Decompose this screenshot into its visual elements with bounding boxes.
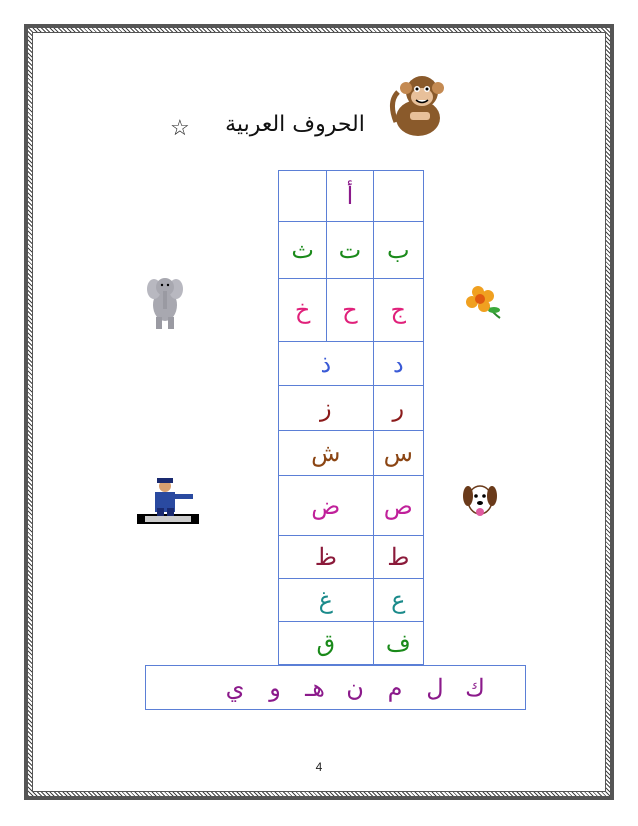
flower-icon [462, 284, 504, 322]
elephant-icon [146, 275, 184, 331]
page-number: 4 [315, 760, 323, 774]
grid-cell: ع [373, 579, 423, 622]
grid-cell: أ [327, 171, 373, 222]
bottom-letter: و [269, 673, 281, 702]
grid-cell: ح [327, 279, 373, 342]
grid-cell: ذ [279, 342, 374, 386]
alphabet-grid [278, 170, 424, 665]
grid-row [279, 476, 424, 536]
grid-row [279, 279, 424, 342]
page-title: الحروف العربية [225, 112, 365, 137]
grid-cell: ظ [279, 536, 374, 579]
grid-cell: س [373, 431, 423, 476]
bottom-letter: ي [225, 673, 245, 702]
grid-cell: ج [373, 279, 423, 342]
grid-cell: غ [279, 579, 374, 622]
grid-row [279, 222, 424, 279]
grid-cell: خ [279, 279, 327, 342]
grid-cell: ب [373, 222, 423, 279]
bottom-letter: ل [426, 673, 444, 702]
monkey-icon [388, 72, 450, 138]
grid-cell: د [373, 342, 423, 386]
bottom-letter: م [387, 673, 403, 702]
grid-row [279, 431, 424, 476]
bottom-letter: ن [346, 673, 364, 702]
grid-cell: ش [279, 431, 374, 476]
grid-row [279, 579, 424, 622]
grid-row [279, 171, 424, 222]
dog-icon [462, 480, 498, 520]
grid-cell: ط [373, 536, 423, 579]
grid-cell: ض [279, 476, 374, 536]
grid-row [279, 342, 424, 386]
grid-cell: ت [327, 222, 373, 279]
grid-cell: ق [279, 622, 374, 665]
grid-cell [279, 171, 327, 222]
grid-row [279, 622, 424, 665]
grid-row [279, 386, 424, 431]
grid-cell: ص [373, 476, 423, 536]
grid-cell: ف [373, 622, 423, 665]
grid-cell: ر [373, 386, 423, 431]
bottom-letter: ك [465, 673, 485, 702]
grid-row [279, 536, 424, 579]
bottom-letter: هـ [305, 673, 325, 702]
grid-cell: ز [279, 386, 374, 431]
star-icon: ☆ [170, 116, 190, 141]
policeman-icon [137, 478, 199, 524]
grid-cell [373, 171, 423, 222]
grid-cell: ث [279, 222, 327, 279]
bottom-letter-row [145, 665, 526, 710]
